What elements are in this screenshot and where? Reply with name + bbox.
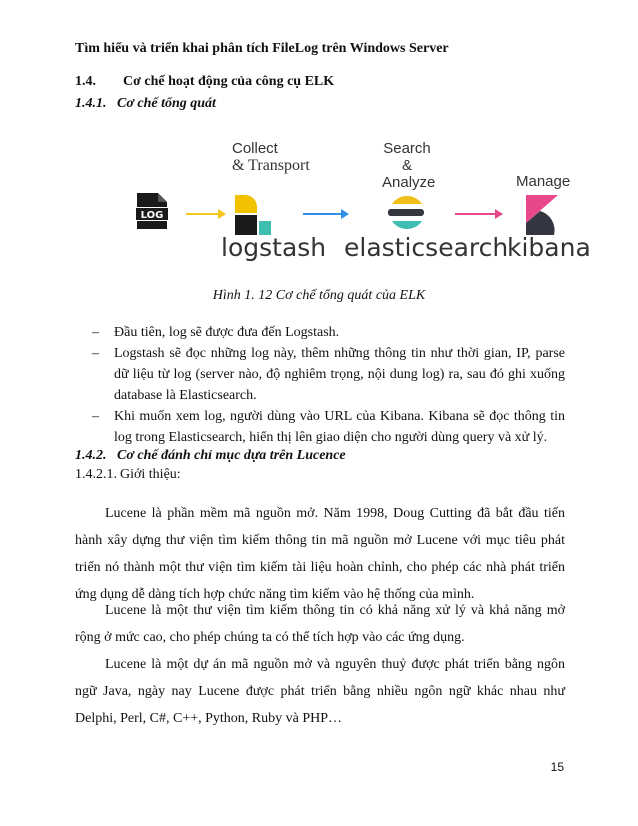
list-item: – Khi muốn xem log, người dùng vào URL của Kibana. Kibana sẽ đọc thông tin log trong Elasticsearch, hiển thị lên giao diện cho người dùng query và xử lý. [92,409,565,445]
arrow-to-logstash [186,213,224,215]
manage-label: Manage [516,173,571,190]
subsubsection-number: 1.4.2.1. [75,467,117,482]
page-header: Tìm hiểu và triển khai phân tích FileLog trên Windows Server [75,41,449,56]
arrow-to-elasticsearch [303,213,347,215]
section-number: 1.4. [75,74,96,89]
section-title: Cơ chế hoạt động của công cụ ELK [123,74,335,89]
subsection-title: Cơ chế tổng quát [117,96,216,111]
kibana-name: kibana [507,233,591,262]
arrow-to-kibana [455,213,501,215]
elasticsearch-logo [386,195,426,235]
page-number: 15 [550,760,564,774]
list-item: – Đầu tiên, log sẽ được đưa đến Logstash. [92,325,340,340]
log-icon-text: LOG [140,210,164,221]
list-item: – Logstash sẽ đọc những log này, thêm những thông tin như thời gian, IP, parse dữ liệu từ log (server nào, độ nghiêm trọng, nội dung log) ra, sau đó ghi xuống database là Elasticsearch. [92,346,565,403]
subsection-number: 1.4.1. [75,96,107,111]
collect-label: Collect & Transport [232,140,310,174]
subsection-heading-1 [75,96,216,112]
bullet-list [92,322,565,448]
elk-diagram [0,135,638,275]
logstash-logo [235,195,271,235]
paragraph: Lucene là một dự án mã nguồn mở và nguyên thuỷ được phát triển bằng ngôn ngữ Java, ngày nay Lucene được phát triển bằng nhiều ngôn ngữ khác nhau như Delphi, Perl, C#, C++, Python, Ruby và PHP… [75,657,565,726]
kibana-logo [526,195,558,237]
paragraph: Lucene là một thư viện tìm kiếm thông tin có khả năng xử lý và khả năng mở rộng ở mức cao, cho phép chúng ta có thể tích hợp vào các ứng dụng. [75,603,565,645]
subsection-number: 1.4.2. [75,448,107,463]
log-file-icon [133,192,171,230]
subsection-heading-2 [75,448,346,464]
subsubsection-title: Giới thiệu: [120,467,181,482]
search-analyze-label: Search & Analyze [382,140,436,191]
elasticsearch-name: elasticsearch [344,233,509,262]
figure-caption: Hình 1. 12 Cơ chế tổng quát của ELK [212,288,426,303]
subsubsection-heading [75,467,181,483]
logstash-name: logstash [221,233,327,262]
subsection-title: Cơ chế đánh chỉ mục dựa trên Lucence [117,448,346,463]
paragraph: Lucene là phần mềm mã nguồn mở. Năm 1998, Doug Cutting đã bắt đầu tiến hành xây dựng thư viện tìm kiếm thông tin mã nguồn mở Lucene với mục tiêu phát triển nó thành một thư viện tìm kiếm tài liệu hoàn chỉnh, cho phép các nhà phát triển ứng dụng dễ dàng tích hợp chức năng tìm kiếm vào hệ thống của mình. [75,506,565,602]
section-heading [75,74,334,90]
